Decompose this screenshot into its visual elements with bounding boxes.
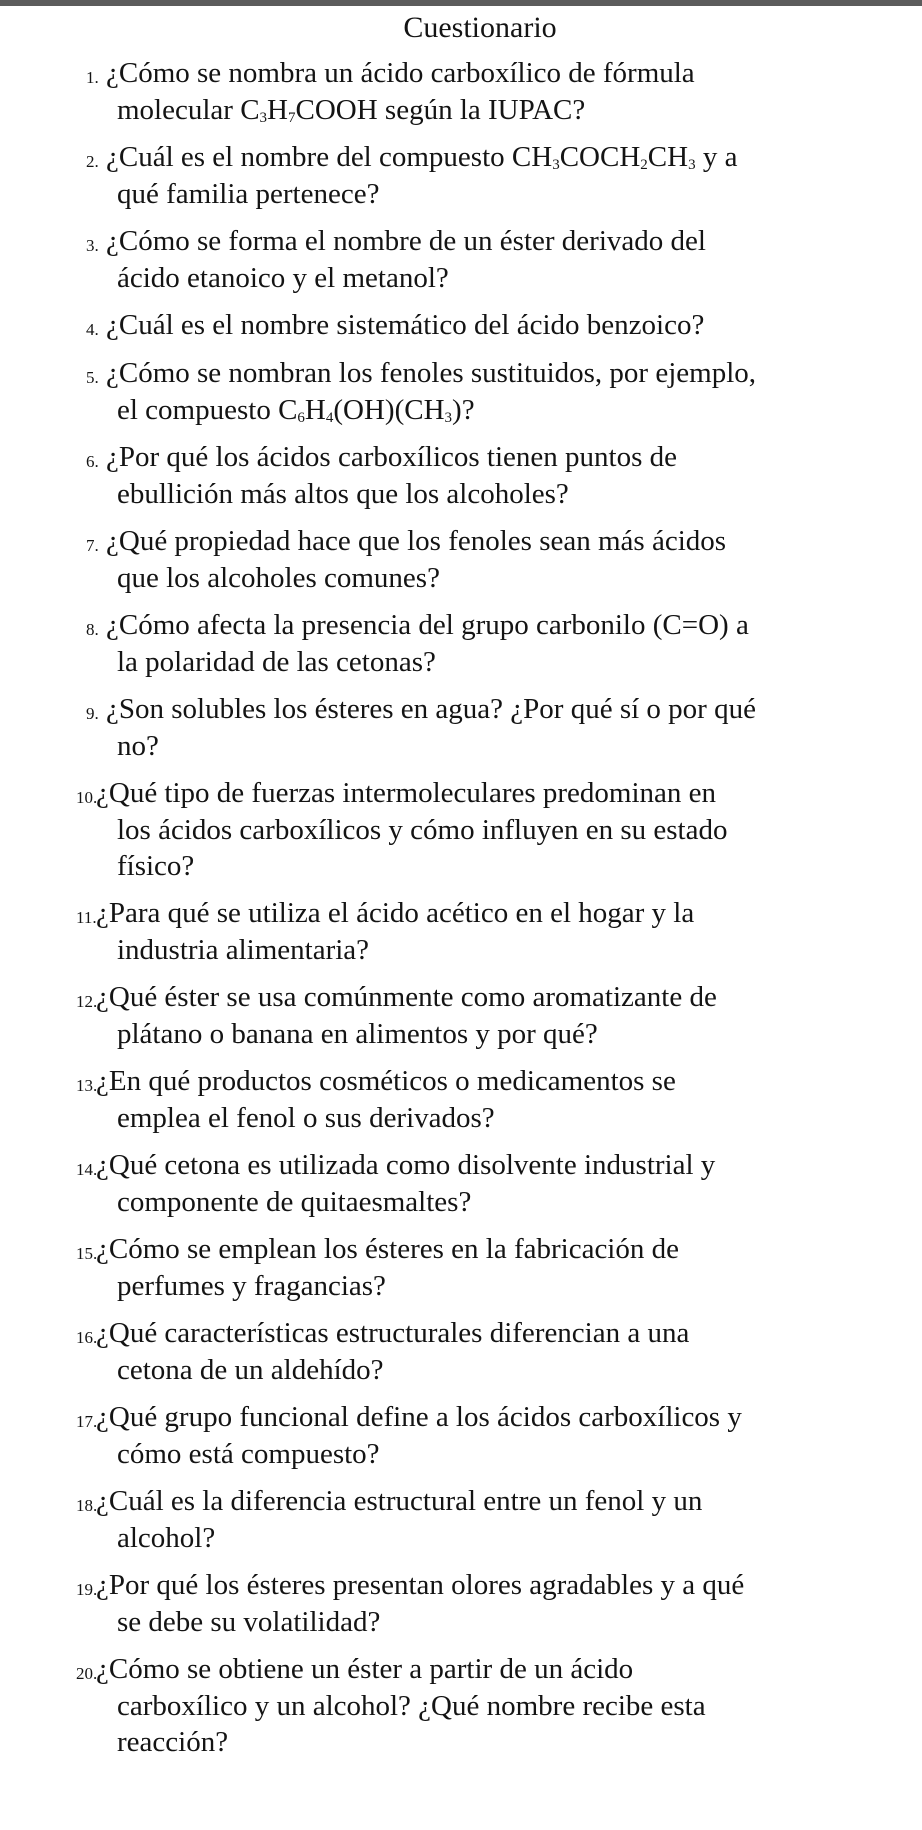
question-text [106,307,837,344]
question-line: físico? [117,850,195,882]
question-text [106,439,837,512]
question-line: ¿Qué propiedad hace que los fenoles sean más ácidos [106,525,727,557]
question-line: ¿Cuál es la diferencia estructural entre un fenol y un [96,1485,703,1517]
question-number: 16. [76,1328,98,1347]
question-line: no? [117,729,159,762]
question-line: ¿Para qué se utiliza el ácido acético en el hogar y la [96,897,695,929]
question-number: 20. [76,1664,98,1683]
question-number: 17. [76,1412,98,1431]
question-text [106,607,837,680]
question-line: ¿En qué productos cosméticos o medicamentos se [96,1065,676,1097]
question-line: se debe su volatilidad? [117,1605,381,1638]
question-text [96,1483,837,1556]
question-line: carboxílico y un alcohol? ¿Qué nombre recibe esta [117,1689,706,1722]
question-line: ¿Por qué los ésteres presentan olores agradables y a qué [96,1569,745,1601]
question-line: qué familia pertenece? [117,177,380,210]
question-number: 12. [76,992,98,1011]
question-line: molecular $C_3H_7COOH$ según la IUPAC? [117,93,586,126]
question-line: la polaridad de las cetonas? [117,645,436,678]
question-number: 4. [86,320,99,339]
question-number: 1. [86,68,99,87]
question-text [96,1063,837,1136]
question-line: ebullición más altos que los alcoholes? [117,477,569,510]
question-line: industria alimentaria? [117,933,370,966]
question-text [106,139,837,212]
question-line: perfumes y fragancias? [117,1269,386,1302]
question-text [106,55,837,128]
question-text [96,1231,837,1304]
question-text [96,1315,837,1388]
question-line: el compuesto $C_6H_4(OH)(CH_3)$? [117,393,475,426]
question-number: 3. [86,236,99,255]
question-number: 6. [86,452,99,471]
question-text [96,1567,837,1640]
question-number: 10. [76,788,98,807]
question-text [106,355,837,428]
question-number: 14. [76,1160,98,1179]
question-text [96,1147,837,1220]
question-line: emplea el fenol o sus derivados? [117,1101,495,1134]
question-line: ¿Cómo afecta la presencia del grupo carbonilo (C=O) a [106,609,749,641]
question-line: plátano o banana en alimentos y por qué? [117,1017,598,1050]
question-number: 13. [76,1076,98,1095]
question-number: 19. [76,1580,98,1599]
question-line: ¿Cómo se forma el nombre de un éster derivado del [106,225,706,257]
question-number: 9. [86,704,99,723]
question-number: 11. [76,908,97,927]
question-text [96,1651,837,1761]
question-text [106,223,837,296]
question-line: reacción? [117,1726,229,1758]
question-line: ¿Qué cetona es utilizada como disolvente industrial y [96,1149,716,1181]
question-line: ácido etanoico y el metanol? [117,261,449,294]
question-text [96,895,837,968]
question-number: 5. [86,368,99,387]
question-line: ¿Son solubles los ésteres en agua? ¿Por qué sí o por qué [106,693,756,725]
question-number: 2. [86,152,99,171]
question-line: ¿Cómo se nombra un ácido carboxílico de fórmula [106,57,695,89]
question-text [96,775,837,885]
question-line: los ácidos carboxílicos y cómo influyen en su estado [117,813,728,846]
question-text [106,691,837,764]
question-line: ¿Qué características estructurales diferencian a una [96,1317,690,1349]
question-line: ¿Qué tipo de fuerzas intermoleculares predominan en [96,777,717,809]
question-line: cetona de un aldehído? [117,1353,384,1386]
question-line: ¿Qué grupo funcional define a los ácidos carboxílicos y [96,1401,742,1433]
question-line: componente de quitaesmaltes? [117,1185,472,1218]
question-text [106,523,837,596]
question-line: ¿Cómo se emplean los ésteres en la fabricación de [96,1233,679,1265]
question-number: 7. [86,536,99,555]
question-line: ¿Cuál es el nombre sistemático del ácido benzoico? [106,309,705,341]
question-line: ¿Qué éster se usa comúnmente como aromatizante de [96,981,717,1013]
question-text [96,1399,837,1472]
question-line: cómo está compuesto? [117,1437,380,1470]
question-text [96,979,837,1052]
question-number: 15. [76,1244,98,1263]
question-number: 8. [86,620,99,639]
question-line: ¿Cómo se nombran los fenoles sustituidos, por ejemplo, [106,357,757,389]
question-number: 18. [76,1496,98,1515]
question-line: ¿Cómo se obtiene un éster a partir de un ácido [96,1653,634,1685]
question-line: que los alcoholes comunes? [117,561,440,594]
question-line: ¿Por qué los ácidos carboxílicos tienen puntos de [106,441,678,473]
top-bar [0,0,922,6]
question-line: ¿Cuál es el nombre del compuesto $CH_3COCH_2CH_3$ y a [106,141,738,173]
question-line: alcohol? [117,1521,216,1554]
page-title: Cuestionario [403,11,557,44]
